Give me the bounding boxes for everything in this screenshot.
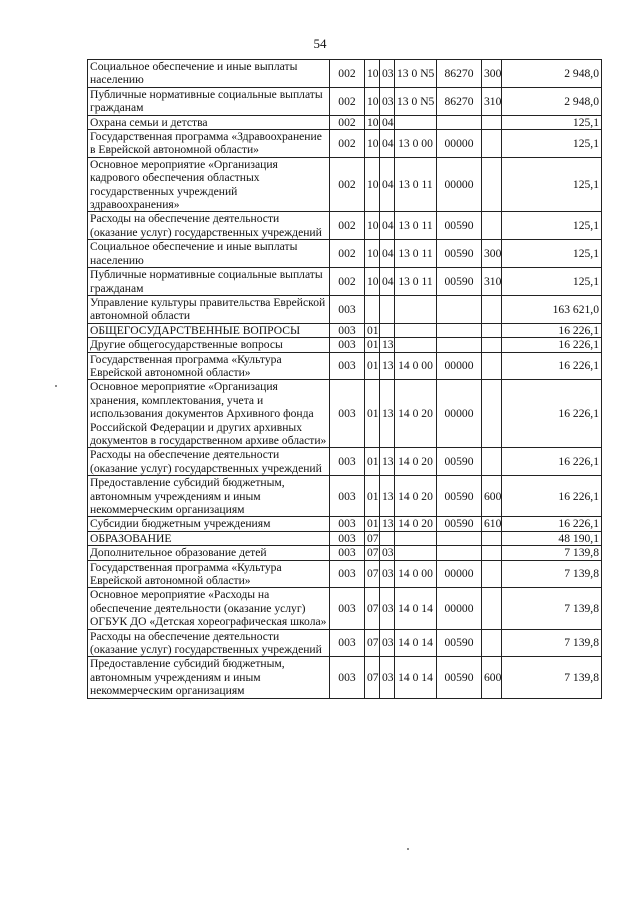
row-vr [482, 629, 502, 657]
row-csr-code: 00000 [437, 588, 482, 629]
row-name: Другие общегосударственные вопросы [88, 338, 330, 352]
row-pr: 13 [380, 448, 395, 476]
row-amount: 163 621,0 [502, 295, 602, 323]
table-row [88, 380, 602, 448]
row-pr [380, 531, 395, 545]
row-pr: 13 [380, 517, 395, 531]
row-ved: 003 [330, 560, 365, 588]
row-pr: 03 [380, 60, 395, 88]
row-rz: 10 [365, 130, 380, 158]
row-csr-code: 00000 [437, 157, 482, 212]
margin-mark [407, 848, 409, 850]
row-amount: 16 226,1 [502, 517, 602, 531]
budget-table [87, 59, 602, 699]
row-pr: 13 [380, 352, 395, 380]
row-pr [380, 295, 395, 323]
row-name: Социальное обеспечение и иные выплаты населению [88, 60, 330, 88]
row-vr: 300 [482, 240, 502, 268]
row-ved: 003 [330, 517, 365, 531]
row-name: Предоставление субсидий бюджетным, автономным учреждениям и иным некоммерческим организациям [88, 657, 330, 698]
row-csr-code: 00590 [437, 657, 482, 698]
row-csr-code: 86270 [437, 60, 482, 88]
row-name: Публичные нормативные социальные выплаты гражданам [88, 87, 330, 115]
row-amount: 16 226,1 [502, 380, 602, 448]
row-name: Основное мероприятие «Организация хранения, комплектования, учета и использования документов Архивного фонда Российской Федерации и других архивных документов в государственном архиве области» [88, 380, 330, 448]
row-ved: 002 [330, 60, 365, 88]
row-csr: 14 0 00 [395, 560, 437, 588]
row-csr-code [437, 546, 482, 560]
row-rz: 01 [365, 338, 380, 352]
row-name: Охрана семьи и детства [88, 115, 330, 129]
row-pr: 13 [380, 338, 395, 352]
row-name: Субсидии бюджетным учреждениям [88, 517, 330, 531]
row-pr: 13 [380, 476, 395, 517]
row-ved: 002 [330, 115, 365, 129]
row-name: ОБРАЗОВАНИЕ [88, 531, 330, 545]
row-rz: 01 [365, 517, 380, 531]
row-amount: 2 948,0 [502, 60, 602, 88]
row-vr [482, 560, 502, 588]
row-name: Основное мероприятие «Организация кадрового обеспечения областных государственных учреждений здравоохранения» [88, 157, 330, 212]
row-csr [395, 531, 437, 545]
table-row [88, 157, 602, 212]
row-amount: 7 139,8 [502, 629, 602, 657]
row-vr: 310 [482, 87, 502, 115]
row-csr-code [437, 115, 482, 129]
table-row [88, 560, 602, 588]
row-csr [395, 338, 437, 352]
row-amount: 16 226,1 [502, 476, 602, 517]
row-vr: 600 [482, 657, 502, 698]
row-name: Управление культуры правительства Еврейской автономной области [88, 295, 330, 323]
row-rz: 10 [365, 60, 380, 88]
row-amount: 125,1 [502, 212, 602, 240]
row-amount: 48 190,1 [502, 531, 602, 545]
table-row [88, 448, 602, 476]
row-vr [482, 531, 502, 545]
row-csr: 13 0 11 [395, 212, 437, 240]
row-ved: 003 [330, 338, 365, 352]
row-ved: 003 [330, 352, 365, 380]
row-csr: 14 0 20 [395, 380, 437, 448]
row-vr [482, 157, 502, 212]
row-csr: 14 0 14 [395, 657, 437, 698]
row-pr [380, 323, 395, 337]
row-vr [482, 588, 502, 629]
row-csr: 14 0 00 [395, 352, 437, 380]
row-csr: 13 0 00 [395, 130, 437, 158]
row-name: Государственная программа «Культура Еврейской автономной области» [88, 560, 330, 588]
row-pr: 04 [380, 268, 395, 296]
row-vr [482, 130, 502, 158]
row-csr-code: 00590 [437, 448, 482, 476]
row-amount: 125,1 [502, 115, 602, 129]
row-rz: 10 [365, 268, 380, 296]
row-pr: 04 [380, 240, 395, 268]
row-pr: 03 [380, 546, 395, 560]
row-rz: 10 [365, 240, 380, 268]
row-amount: 7 139,8 [502, 657, 602, 698]
row-rz: 07 [365, 546, 380, 560]
row-csr-code: 00000 [437, 130, 482, 158]
table-row [88, 546, 602, 560]
row-csr-code: 00590 [437, 629, 482, 657]
row-rz: 10 [365, 157, 380, 212]
table-row [88, 60, 602, 88]
row-pr: 04 [380, 157, 395, 212]
row-csr [395, 115, 437, 129]
row-csr [395, 546, 437, 560]
row-name: Государственная программа «Здравоохранение в Еврейской автономной области» [88, 130, 330, 158]
row-pr: 03 [380, 657, 395, 698]
row-ved: 003 [330, 588, 365, 629]
row-csr-code: 00590 [437, 268, 482, 296]
row-ved: 002 [330, 268, 365, 296]
row-amount: 125,1 [502, 240, 602, 268]
row-amount: 7 139,8 [502, 560, 602, 588]
row-csr: 13 0 11 [395, 157, 437, 212]
row-name: Расходы на обеспечение деятельности (оказание услуг) государственных учреждений [88, 629, 330, 657]
row-ved: 002 [330, 130, 365, 158]
table-row [88, 352, 602, 380]
row-vr [482, 295, 502, 323]
row-ved: 002 [330, 240, 365, 268]
table-row [88, 268, 602, 296]
row-csr: 14 0 14 [395, 629, 437, 657]
row-vr: 300 [482, 60, 502, 88]
table-row [88, 240, 602, 268]
row-csr-code: 86270 [437, 87, 482, 115]
row-ved: 003 [330, 476, 365, 517]
table-row [88, 295, 602, 323]
row-name: Дополнительное образование детей [88, 546, 330, 560]
row-vr [482, 115, 502, 129]
row-amount: 125,1 [502, 268, 602, 296]
row-rz: 07 [365, 531, 380, 545]
table-row [88, 531, 602, 545]
row-name: Основное мероприятие «Расходы на обеспечение деятельности (оказание услуг) ОГБУК ДО «Детская хореографическая школа» [88, 588, 330, 629]
row-csr: 13 0 N5 [395, 87, 437, 115]
row-name: Расходы на обеспечение деятельности (оказание услуг) государственных учреждений [88, 212, 330, 240]
row-vr [482, 380, 502, 448]
row-rz: 07 [365, 588, 380, 629]
row-csr: 14 0 20 [395, 476, 437, 517]
table-row [88, 657, 602, 698]
table-row [88, 517, 602, 531]
table-row [88, 476, 602, 517]
page-number: 54 [313, 36, 327, 51]
row-amount: 16 226,1 [502, 338, 602, 352]
row-amount: 16 226,1 [502, 323, 602, 337]
table-row [88, 323, 602, 337]
table-row [88, 212, 602, 240]
row-pr: 03 [380, 629, 395, 657]
row-rz: 01 [365, 380, 380, 448]
row-ved: 002 [330, 87, 365, 115]
row-vr [482, 212, 502, 240]
row-csr: 14 0 20 [395, 448, 437, 476]
row-name: Социальное обеспечение и иные выплаты населению [88, 240, 330, 268]
row-ved: 003 [330, 546, 365, 560]
row-name: Публичные нормативные социальные выплаты гражданам [88, 268, 330, 296]
row-amount: 16 226,1 [502, 448, 602, 476]
row-vr [482, 352, 502, 380]
row-vr [482, 338, 502, 352]
row-vr: 600 [482, 476, 502, 517]
row-rz: 07 [365, 560, 380, 588]
row-csr [395, 323, 437, 337]
row-amount: 2 948,0 [502, 87, 602, 115]
row-vr: 610 [482, 517, 502, 531]
row-csr [395, 295, 437, 323]
row-amount: 7 139,8 [502, 546, 602, 560]
row-csr-code [437, 531, 482, 545]
row-rz: 10 [365, 115, 380, 129]
row-csr: 13 0 N5 [395, 60, 437, 88]
row-pr: 04 [380, 130, 395, 158]
row-csr: 13 0 11 [395, 268, 437, 296]
row-pr: 03 [380, 560, 395, 588]
table-row [88, 338, 602, 352]
row-rz: 01 [365, 476, 380, 517]
row-amount: 7 139,8 [502, 588, 602, 629]
row-csr-code: 00590 [437, 240, 482, 268]
row-csr-code: 00000 [437, 380, 482, 448]
row-amount: 125,1 [502, 130, 602, 158]
row-rz: 07 [365, 629, 380, 657]
row-ved: 003 [330, 657, 365, 698]
row-ved: 003 [330, 323, 365, 337]
row-rz: 10 [365, 87, 380, 115]
row-ved: 003 [330, 380, 365, 448]
table-row [88, 130, 602, 158]
row-csr: 14 0 20 [395, 517, 437, 531]
row-rz [365, 295, 380, 323]
row-pr: 13 [380, 380, 395, 448]
row-pr: 04 [380, 115, 395, 129]
row-rz: 07 [365, 657, 380, 698]
row-csr-code: 00000 [437, 352, 482, 380]
row-csr-code [437, 295, 482, 323]
row-csr-code: 00000 [437, 560, 482, 588]
row-ved: 003 [330, 448, 365, 476]
row-csr-code: 00590 [437, 517, 482, 531]
row-name: Расходы на обеспечение деятельности (оказание услуг) государственных учреждений [88, 448, 330, 476]
row-csr: 13 0 11 [395, 240, 437, 268]
row-ved: 002 [330, 212, 365, 240]
row-vr [482, 448, 502, 476]
row-csr-code [437, 323, 482, 337]
table-row [88, 115, 602, 129]
row-rz: 01 [365, 448, 380, 476]
row-ved: 003 [330, 295, 365, 323]
row-csr-code: 00590 [437, 476, 482, 517]
row-vr [482, 323, 502, 337]
table-row [88, 588, 602, 629]
row-ved: 003 [330, 531, 365, 545]
row-amount: 125,1 [502, 157, 602, 212]
row-vr: 310 [482, 268, 502, 296]
row-vr [482, 546, 502, 560]
row-pr: 04 [380, 212, 395, 240]
row-rz: 10 [365, 212, 380, 240]
row-amount: 16 226,1 [502, 352, 602, 380]
row-pr: 03 [380, 588, 395, 629]
row-name: ОБЩЕГОСУДАРСТВЕННЫЕ ВОПРОСЫ [88, 323, 330, 337]
row-csr-code [437, 338, 482, 352]
row-name: Предоставление субсидий бюджетным, автономным учреждениям и иным некоммерческим организациям [88, 476, 330, 517]
margin-mark [55, 385, 57, 387]
row-name: Государственная программа «Культура Еврейской автономной области» [88, 352, 330, 380]
row-rz: 01 [365, 352, 380, 380]
row-ved: 003 [330, 629, 365, 657]
row-csr: 14 0 14 [395, 588, 437, 629]
row-rz: 01 [365, 323, 380, 337]
table-row [88, 629, 602, 657]
row-pr: 03 [380, 87, 395, 115]
row-ved: 002 [330, 157, 365, 212]
table-row [88, 87, 602, 115]
row-csr-code: 00590 [437, 212, 482, 240]
